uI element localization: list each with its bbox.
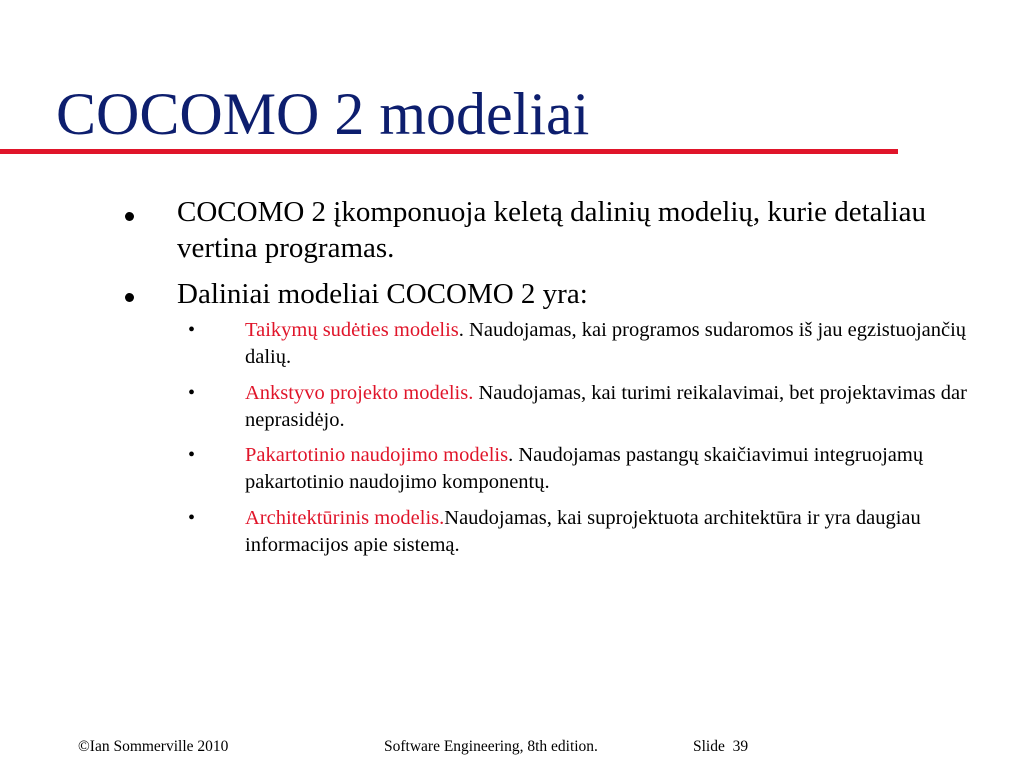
model-description: . Naudojamas pastangų skaičiavimui integruojamų pakartotinio naudojimo komponentų. [245, 444, 924, 493]
sub-bullet-item [245, 317, 990, 371]
sub-bullet-dot: • [188, 319, 196, 341]
footer-slide-number: Slide 39 [693, 738, 749, 755]
sub-bullet-dot: • [188, 507, 196, 529]
bullet-dot [125, 212, 139, 226]
model-description: Naudojamas, kai turimi reikalavimai, bet projektavimas dar neprasidėjo. [245, 382, 967, 431]
slide-title: COCOMO 2 modeliai [56, 81, 590, 147]
sub-bullet-item [245, 442, 990, 496]
model-name: Pakartotinio naudojimo modelis [245, 444, 509, 466]
title-underline [0, 149, 898, 154]
bullet-item: Daliniai modeliai COCOMO 2 yra: [177, 278, 588, 310]
footer-copyright: ©Ian Sommerville 2010 [78, 738, 229, 755]
model-description: Naudojamas, kai suprojektuota architektūra ir yra daugiau informacijos apie sistemą. [245, 507, 921, 556]
bullet-dot [125, 293, 139, 307]
model-name: Ankstyvo projekto modelis. [245, 382, 474, 404]
model-name: Taikymų sudėties modelis [245, 319, 459, 341]
model-description: . Naudojamas, kai programos sudaromos iš jau egzistuojančių dalių. [245, 319, 967, 368]
model-name: Architektūrinis modelis. [245, 507, 445, 529]
bullet-item: COCOMO 2 įkomponuoja keletą dalinių modelių, kurie detaliau vertina programas. [177, 196, 927, 264]
sub-bullet-dot: • [188, 444, 196, 466]
footer-book-title: Software Engineering, 8th edition. [384, 738, 598, 755]
sub-bullet-dot: • [188, 382, 196, 404]
sub-bullet-item [245, 505, 990, 559]
sub-bullet-item [245, 380, 990, 434]
